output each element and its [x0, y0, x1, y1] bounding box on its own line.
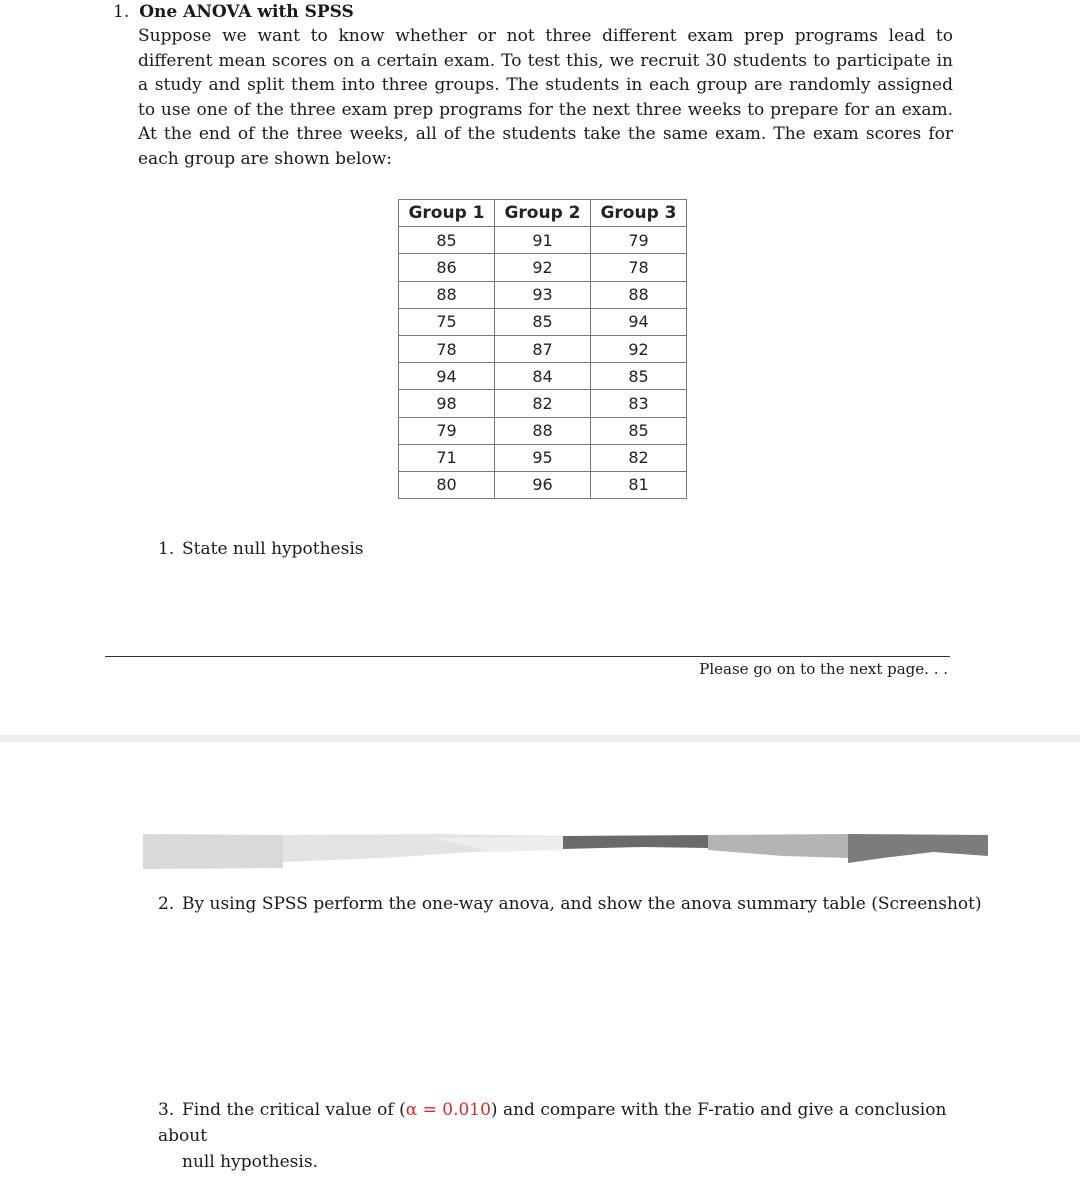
question-heading — [113, 2, 354, 22]
score-cell: 79 — [591, 227, 687, 254]
score-cell: 83 — [591, 390, 687, 417]
score-cell: 94 — [399, 363, 495, 390]
score-cell: 78 — [591, 254, 687, 281]
score-cell: 98 — [399, 390, 495, 417]
score-cell: 85 — [591, 417, 687, 444]
alpha-value: α = 0.010 — [405, 1100, 491, 1120]
table-row — [399, 471, 687, 498]
score-cell: 88 — [399, 281, 495, 308]
item-text-end: ) and compare with the F-ratio and give a conclusion about — [158, 1100, 947, 1146]
scan-artifact — [143, 832, 989, 872]
score-cell: 95 — [495, 444, 591, 471]
score-cell: 79 — [399, 417, 495, 444]
table-row — [399, 417, 687, 444]
column-header: Group 1 — [399, 200, 495, 227]
exam-scores-table — [398, 199, 687, 499]
score-cell: 78 — [399, 335, 495, 362]
item-number: 2. — [158, 894, 175, 914]
table-row — [399, 281, 687, 308]
item-text: State null hypothesis — [182, 539, 364, 559]
score-cell: 81 — [591, 471, 687, 498]
score-cell: 88 — [495, 417, 591, 444]
score-cell: 71 — [399, 444, 495, 471]
page-divider — [105, 656, 950, 657]
column-header: Group 3 — [591, 200, 687, 227]
score-cell: 92 — [495, 254, 591, 281]
next-page-note: Please go on to the next page. . . — [699, 660, 948, 678]
score-cell: 82 — [591, 444, 687, 471]
table-row — [399, 254, 687, 281]
score-cell: 84 — [495, 363, 591, 390]
table-row — [399, 308, 687, 335]
item-critical-value — [158, 1097, 958, 1175]
score-cell: 75 — [399, 308, 495, 335]
score-cell: 92 — [591, 335, 687, 362]
table-row — [399, 363, 687, 390]
page-break — [0, 735, 1080, 742]
score-cell: 87 — [495, 335, 591, 362]
question-intro: Suppose we want to know whether or not three different exam prep programs lead to different mean scores on a certain exam. To test this, we recruit 30 students to participate in a study and split them into three groups. The students in each group are randomly assigned to use one of the three exam prep programs for the next three weeks to prepare for an exam. At the end of the three weeks, all of the students take the same exam. The exam scores for each group are shown below: — [138, 26, 953, 169]
item-state-null-hypothesis — [158, 539, 363, 559]
score-cell: 91 — [495, 227, 591, 254]
table-row — [399, 335, 687, 362]
score-cell: 94 — [591, 308, 687, 335]
score-cell: 80 — [399, 471, 495, 498]
item-perform-anova — [158, 894, 982, 914]
item-number: 3. — [158, 1100, 175, 1120]
item-number: 1. — [158, 539, 175, 559]
table-row — [399, 390, 687, 417]
question-number: 1. — [113, 2, 130, 22]
column-header: Group 2 — [495, 200, 591, 227]
item-text-start: Find the critical value of ( — [182, 1100, 406, 1120]
table-row — [399, 227, 687, 254]
item-text-line2: null hypothesis. — [182, 1152, 318, 1172]
score-cell: 86 — [399, 254, 495, 281]
score-cell: 93 — [495, 281, 591, 308]
score-cell: 88 — [591, 281, 687, 308]
table-row — [399, 444, 687, 471]
table-body — [399, 227, 687, 499]
score-cell: 82 — [495, 390, 591, 417]
table-header-row — [399, 200, 687, 227]
score-cell: 85 — [591, 363, 687, 390]
score-cell: 85 — [495, 308, 591, 335]
score-cell: 85 — [399, 227, 495, 254]
score-cell: 96 — [495, 471, 591, 498]
item-text: By using SPSS perform the one-way anova, and show the anova summary table (Screenshot) — [182, 894, 982, 914]
question-title: One ANOVA with SPSS — [139, 2, 354, 22]
